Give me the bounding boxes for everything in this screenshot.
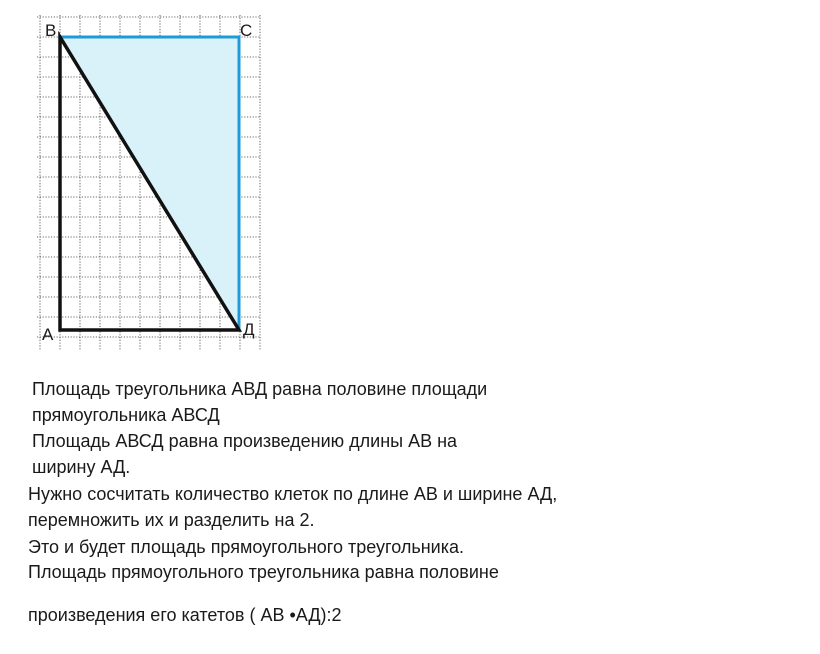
geometry-diagram — [0, 0, 300, 370]
vertex-label-a: A — [42, 325, 54, 344]
text-line-4: ширину АД. — [32, 457, 131, 477]
text-line-3: Площадь АВСД равна произведению длины АВ на — [32, 431, 458, 451]
text-line-6: перемножить их и разделить на 2. — [28, 510, 315, 530]
text-line-5: Нужно сосчитать количество клеток по длине АВ и ширине АД, — [28, 484, 558, 504]
vertex-label-d: Д — [243, 320, 255, 339]
vertex-label-c: C — [240, 21, 253, 40]
text-line-2: прямоугольника АВСД — [32, 405, 220, 425]
text-line-8: Площадь прямоугольного треугольника равна половине — [28, 562, 499, 582]
text-line-1: Площадь треугольника АВД равна половине площади — [32, 379, 488, 399]
text-line-9: произведения его катетов ( АВ •АД):2 — [28, 605, 342, 625]
text-line-7: Это и будет площадь прямоугольного треугольника. — [28, 537, 464, 557]
vertex-label-b: B — [45, 21, 57, 40]
